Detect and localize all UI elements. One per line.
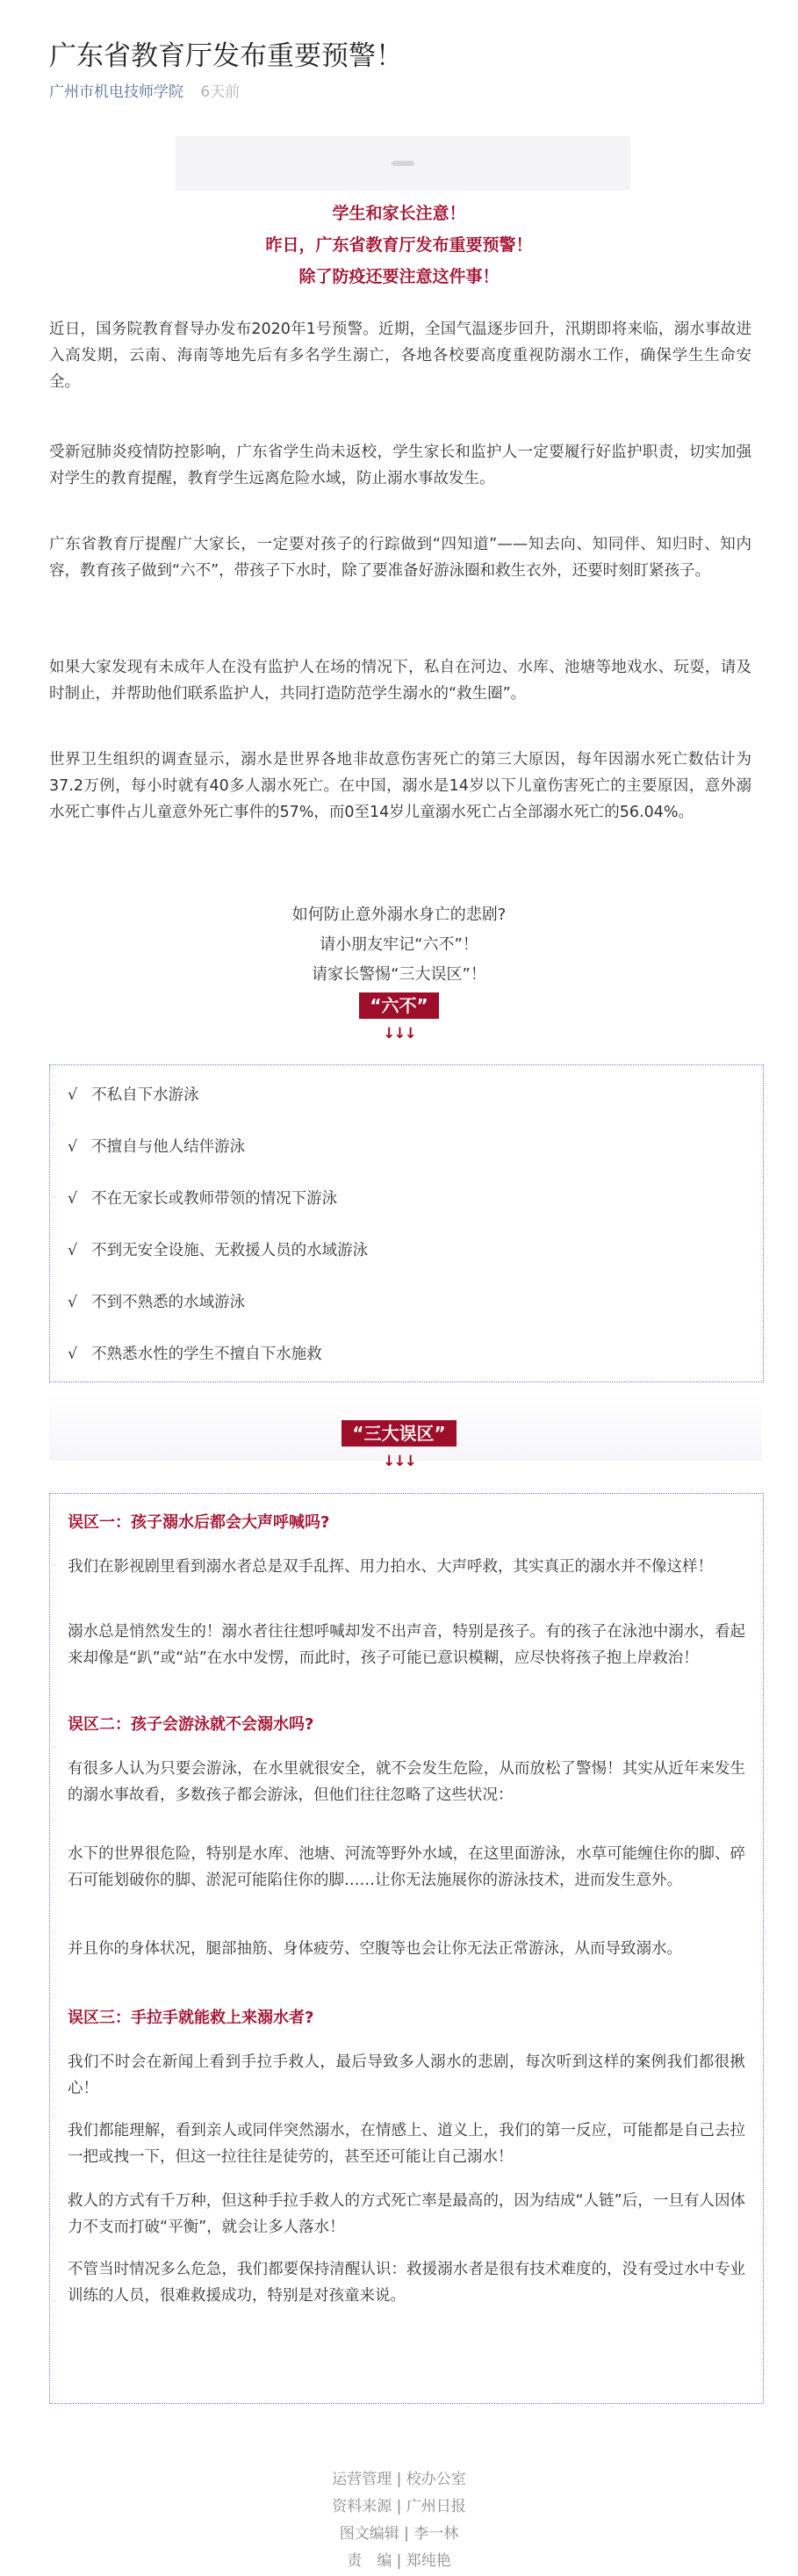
alert-line: 昨日，广东省教育厅发布重要预警！ — [265, 235, 533, 255]
three-myths-box — [49, 1493, 764, 2404]
check-icon: √ — [68, 1242, 78, 1259]
footer-credit: 资料来源 | 广州日报 — [332, 2498, 466, 2515]
three-myths-tag: “三大误区” — [341, 1420, 456, 1447]
down-arrows-icon: ↓↓↓ — [383, 1025, 415, 1043]
myth-paragraph: 我们不时会在新闻上看到手拉手救人，最后导致多人溺水的悲剧，每次听到这样的案例我们都很揪心！ — [68, 2053, 745, 2097]
three-myths-heading — [0, 1420, 798, 1447]
footer-credit: 图文编辑 | 李一林 — [339, 2525, 459, 2543]
six-no-heading — [0, 992, 798, 1019]
down-arrows-icon: ↓↓↓ — [383, 1453, 415, 1470]
publish-time: 6天前 — [200, 83, 241, 101]
paragraph: 受新冠肺炎疫情防控影响，广东省学生尚未返校，学生家长和监护人一定要履行好监护职责，切实加强对学生的教育提醒，教育学生远离危险水域，防止溺水事故发生。 — [49, 444, 751, 487]
list-item: √ 不到不熟悉的水域游泳 — [68, 1294, 246, 1311]
intro-line: 如何防止意外溺水身亡的悲剧? — [291, 906, 507, 924]
paragraph: 如果大家发现有未成年人在没有监护人在场的情况下，私自在河边、水库、池塘等地戏水、玩耍，请及时制止，并帮助他们联系监护人，共同打造防范学生溺水的“救生圈”。 — [49, 659, 751, 703]
myth-paragraph: 我们在影视剧里看到溺水者总是双手乱挥、用力拍水、大声呼救，其实真正的溺水并不像这样！ — [68, 1558, 713, 1576]
check-icon: √ — [68, 1138, 78, 1156]
list-item: √ 不在无家长或教师带领的情况下游泳 — [68, 1190, 338, 1208]
check-icon: √ — [68, 1086, 78, 1104]
myth-question: 误区三：手拉手就能救上来溺水者? — [68, 2009, 314, 2027]
list-item: √ 不私自下水游泳 — [68, 1086, 199, 1104]
myth-paragraph: 溺水总是悄然发生的！溺水者往往想呼喊却发不出声音，特别是孩子。有的孩子在泳池中溺水，看起来却像是“趴”或“站”在水中发愣，而此时，孩子可能已意识模糊，应尽快将孩子抱上岸救治！ — [68, 1623, 745, 1667]
intro-line: 请家长警惕“三大误区”！ — [312, 965, 486, 984]
myth-paragraph: 我们都能理解，看到亲人或同伴突然溺水，在情感上、道义上，我们的第一反应，可能都是自己去拉一把或拽一下，但这一拉往往是徒劳的，甚至还可能让自己溺水！ — [68, 2122, 745, 2166]
six-no-box — [49, 1064, 764, 1382]
footer-credit: 责 编 | 郑纯艳 — [347, 2552, 451, 2570]
article-meta — [49, 79, 240, 101]
check-icon: √ — [68, 1294, 78, 1311]
list-item: √ 不到无安全设施、无救援人员的水域游泳 — [68, 1242, 369, 1259]
intro-line: 请小朋友牢记“六不”！ — [320, 935, 478, 954]
list-item: √ 不熟悉水性的学生不擅自下水施救 — [68, 1346, 322, 1363]
myth-paragraph: 有很多人认为只要会游泳，在水里就很安全，就不会发生危险，从而放松了警惕！其实从近年来发生的溺水事故看，多数孩子都会游泳，但他们往往忽略了这些状况： — [68, 1760, 745, 1804]
check-icon: √ — [68, 1190, 78, 1208]
alert-block — [0, 198, 798, 292]
paragraph: 广东省教育厅提醒广大家长，一定要对孩子的行踪做到“四知道”——知去向、知同伴、知归时、知内容，教育孩子做到“六不”，带孩子下水时，除了要准备好游泳圈和救生衣外，还要时刻盯紧孩子。 — [49, 536, 751, 580]
six-no-tag: “六不” — [359, 992, 438, 1019]
alert-line: 学生和家长注意！ — [332, 204, 466, 223]
footer-credit: 运营管理 | 校办公室 — [332, 2471, 466, 2488]
paragraph: 近日，国务院教育督导办发布2020年1号预警。近期，全国气温逐步回升，汛期即将来临，溺水事故进入高发期，云南、海南等地先后有多名学生溺亡，各地各校要高度重视防溺水工作，确保学生生命安全。 — [49, 321, 751, 391]
loading-indicator — [392, 161, 414, 166]
alert-line: 除了防疫还要注意这件事！ — [298, 267, 500, 286]
myth-question: 误区一：孩子溺水后都会大声呼喊吗? — [68, 1513, 330, 1532]
intro-block — [0, 900, 798, 990]
check-icon: √ — [68, 1346, 78, 1363]
list-item: √ 不擅自与他人结伴游泳 — [68, 1138, 246, 1156]
myth-paragraph: 不管当时情况多么危急，我们都要保持清醒认识：救援溺水者是很有技术难度的，没有受过水中专业训练的人员，很难救援成功，特别是对孩童来说。 — [68, 2261, 745, 2305]
myth-paragraph: 并且你的身体状况，腿部抽筋、身体疲劳、空腹等也会让你无法正常游泳，从而导致溺水。 — [68, 1940, 682, 1958]
paragraph: 世界卫生组织的调查显示，溺水是世界各地非故意伤害死亡的第三大原因，每年因溺水死亡数估计为37.2万例，每小时就有40多人溺水死亡。在中国，溺水是14岁以下儿童伤害死亡的主要原因，意外溺水死亡事件占儿童意外死亡事件的57%，而0至14岁儿童溺水死亡占全部溺水死亡的56.04%。 — [49, 751, 751, 821]
banner-image-placeholder — [176, 136, 630, 191]
article-title: 广东省教育厅发布重要预警！ — [49, 40, 403, 72]
myth-question: 误区二：孩子会游泳就不会溺水吗? — [68, 1715, 314, 1734]
myth-paragraph: 水下的世界很危险，特别是水库、池塘、河流等野外水域，在这里面游泳，水草可能缠住你的脚、碎石可能划破你的脚、淤泥可能陷住你的脚……让你无法施展你的游泳技术，进而发生意外。 — [68, 1845, 745, 1889]
account-name-link[interactable]: 广州市机电技师学院 — [49, 83, 183, 101]
myth-paragraph: 救人的方式有千万种，但这种手拉手救人的方式死亡率是最高的，因为结成“人链”后，一旦有人因体力不支而打破“平衡”，就会让多人落水！ — [68, 2192, 745, 2236]
